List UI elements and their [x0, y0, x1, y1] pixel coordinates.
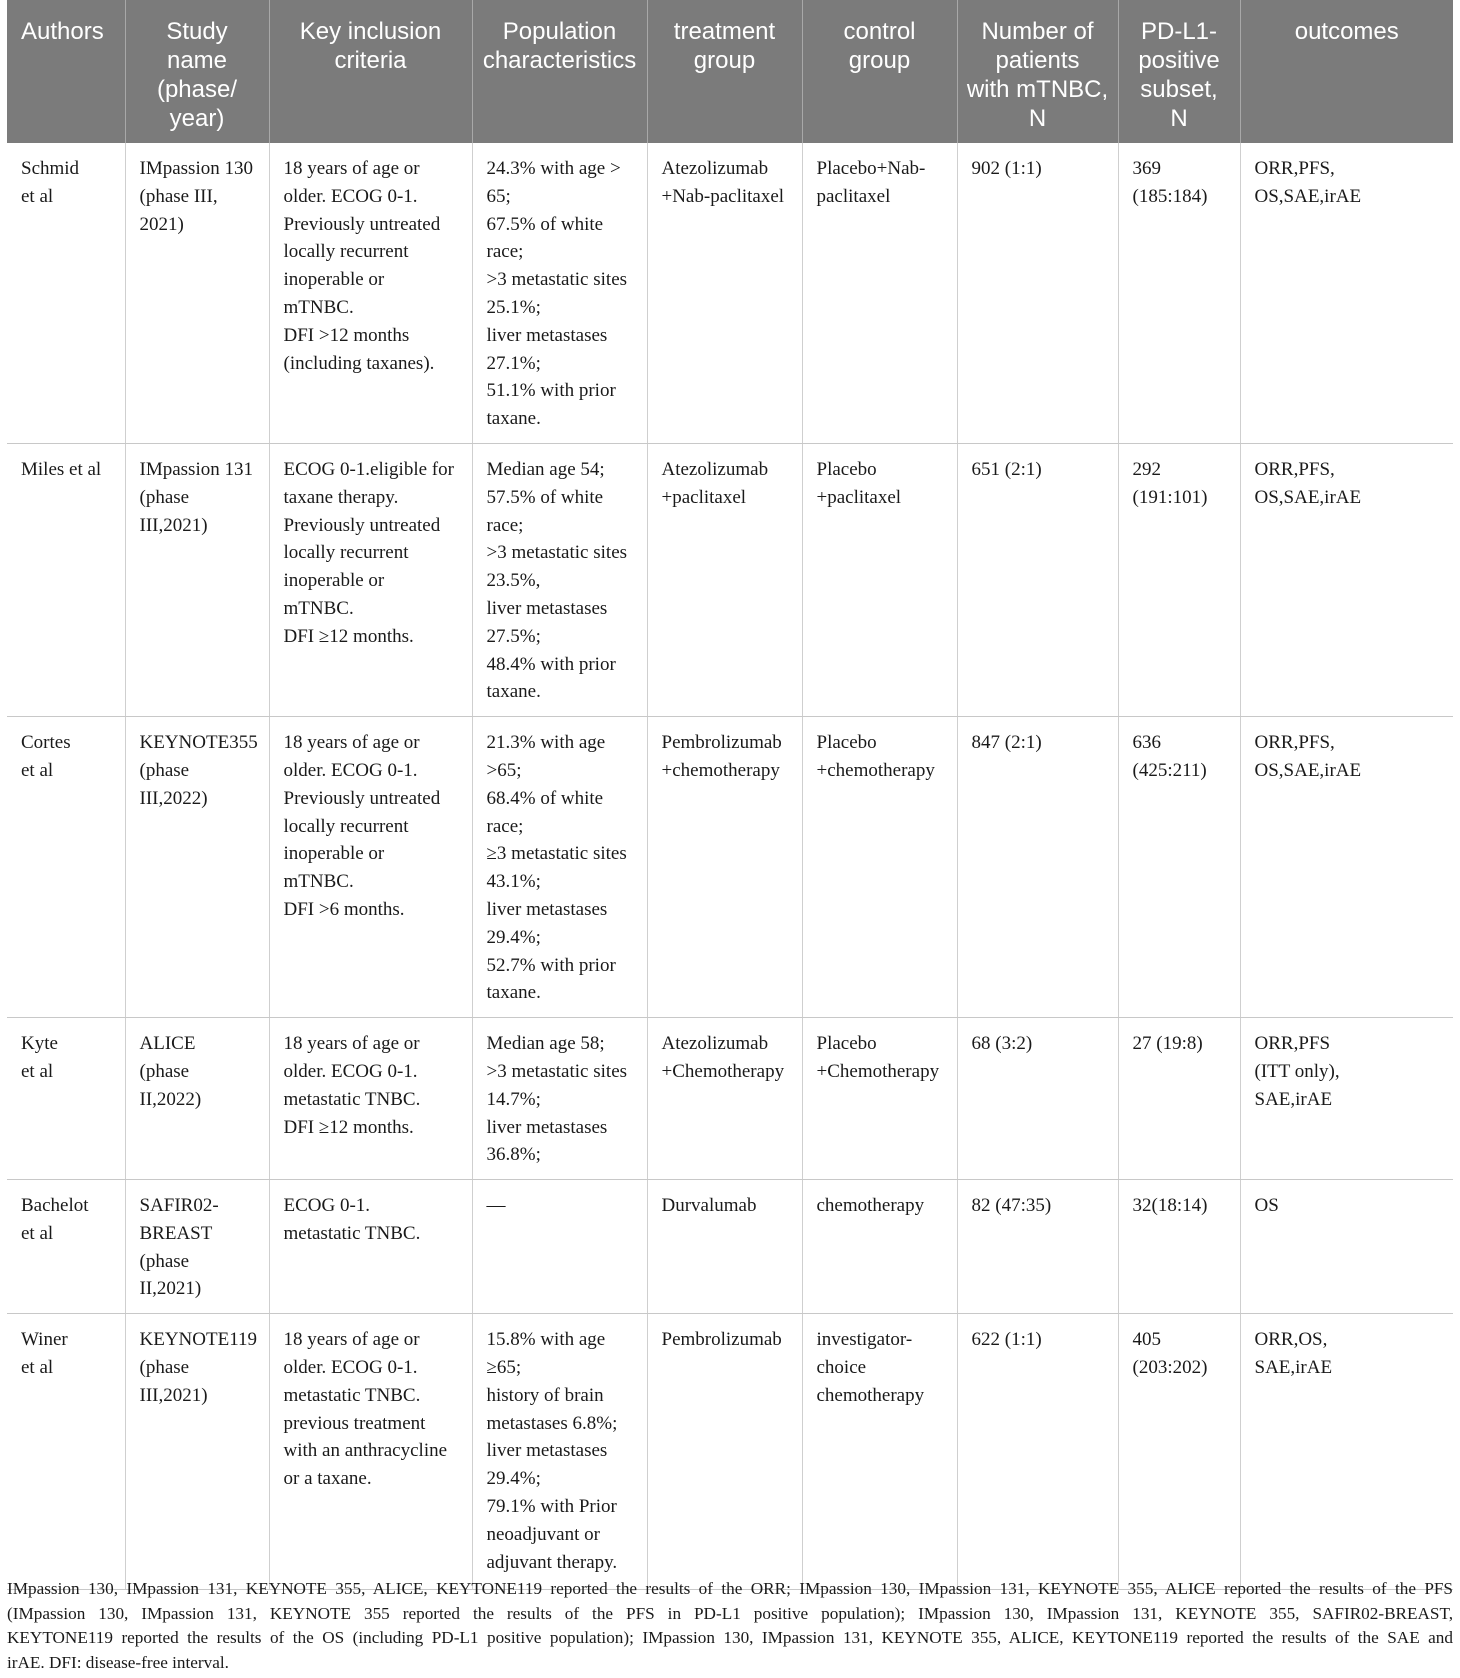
cell-line: +chemotherapy — [816, 759, 935, 781]
column-header-line: Number of — [981, 18, 1094, 45]
cell-line: (including taxanes). — [283, 352, 435, 374]
cell-line: 48.4% with prior — [486, 653, 616, 675]
cell-study — [125, 1314, 269, 1590]
cell-treatment — [647, 1180, 802, 1314]
cell-line: et al — [21, 759, 54, 781]
cell-line: DFI >12 months — [283, 324, 410, 346]
cell-line: +chemotherapy — [661, 759, 780, 781]
cell-line: chemotherapy — [816, 1195, 925, 1217]
column-header-line: patients — [995, 47, 1080, 74]
column-header-patients — [957, 0, 1118, 143]
cell-line: 51.1% with prior — [486, 380, 616, 402]
cell-patients — [957, 443, 1118, 716]
cell-line: 18 years of age or — [283, 1329, 420, 1351]
cell-line: DFI >6 months. — [283, 898, 405, 920]
cell-line: locally recurrent — [283, 815, 409, 837]
cell-line: et al — [21, 1060, 54, 1082]
cell-line: 369 — [1132, 158, 1161, 179]
cell-line: (phase III, — [139, 185, 218, 207]
cell-line: 18 years of age or — [283, 1033, 420, 1055]
cell-line: Atezolizumab — [661, 1033, 769, 1055]
cell-line: mTNBC. — [283, 296, 354, 318]
cell-line: adjuvant therapy. — [486, 1551, 618, 1573]
table-row — [7, 717, 1453, 1018]
cell-line: SAE,irAE — [1254, 1088, 1333, 1110]
cell-line: Placebo — [816, 1033, 877, 1055]
cell-line: taxane. — [486, 408, 541, 430]
cell-line: DFI ≥12 months. — [283, 625, 414, 647]
cell-line: metastatic TNBC. — [283, 1088, 421, 1110]
cell-line: liver metastases — [486, 1440, 608, 1462]
cell-line: (191:101) — [1132, 486, 1208, 508]
cell-line: KEYNOTE355 — [139, 732, 258, 754]
column-header-line: group — [848, 47, 911, 74]
table-row — [7, 1314, 1453, 1590]
cell-control — [802, 1180, 957, 1314]
cell-line: paclitaxel — [816, 185, 891, 207]
column-header-line: N — [1028, 105, 1047, 132]
cell-line: metastases 6.8%; — [486, 1412, 618, 1434]
footnote-line: IMpassion 130, IMpassion 131, KEYNOTE 355, ALICE, KEYTONE119 reported the results of the ORR; IMpassion 130, IMpassion 131, KEYNOTE 355, ALICE reported the results of the PFS — [7, 1579, 1453, 1598]
cell-line: (phase — [139, 1060, 190, 1082]
cell-line: 902 (1:1) — [971, 158, 1042, 179]
cell-inclusion — [269, 1018, 472, 1180]
column-header-treatment — [647, 0, 802, 143]
cell-line: 23.5%, — [486, 570, 541, 592]
cell-line: 847 (2:1) — [971, 732, 1042, 754]
column-header-line: PD-L1- — [1140, 18, 1218, 45]
cell-line: 27 (19:8) — [1132, 1033, 1203, 1055]
cell-line: ≥65; — [486, 1357, 522, 1379]
cell-line: Winer — [21, 1329, 68, 1351]
cell-treatment — [647, 717, 802, 1018]
cell-line: ORR,PFS, — [1254, 158, 1335, 179]
column-header-line: (phase/ — [156, 76, 238, 103]
column-header-line: treatment — [673, 18, 776, 45]
cell-line: 27.5%; — [486, 625, 541, 647]
study-characteristics-table-container — [7, 0, 1453, 1590]
cell-line: or a taxane. — [283, 1468, 372, 1490]
column-header-line: N — [1170, 105, 1188, 132]
column-header-line: subset, — [1140, 76, 1218, 103]
cell-line: Median age 58; — [486, 1033, 605, 1055]
cell-line: 292 — [1132, 458, 1161, 480]
cell-line: et al — [21, 1357, 54, 1379]
cell-line: Previously untreated — [283, 213, 441, 235]
cell-pdl1 — [1118, 1314, 1240, 1590]
cell-line: >65; — [486, 759, 522, 781]
cell-line: Placebo+Nab- — [816, 158, 926, 179]
cell-line: 36.8%; — [486, 1144, 541, 1166]
cell-line: >3 metastatic sites — [486, 542, 628, 564]
cell-population — [472, 1180, 647, 1314]
cell-study — [125, 443, 269, 716]
column-header-line: outcomes — [1294, 18, 1399, 45]
column-header-authors — [7, 0, 125, 143]
cell-line: liver metastases — [486, 324, 608, 346]
cell-line: II,2022) — [139, 1088, 202, 1110]
cell-line: OS,SAE,irAE — [1254, 486, 1362, 508]
cell-study — [125, 1018, 269, 1180]
cell-line: liver metastases — [486, 898, 608, 920]
cell-line: Previously untreated — [283, 787, 441, 809]
column-header-line: Study — [166, 18, 228, 45]
cell-line: 25.1%; — [486, 296, 541, 318]
cell-line: ORR,OS, — [1254, 1329, 1328, 1351]
footnote-line: KEYTONE119 reported the results of the OS (including PD-L1 positive population); IMpassion 130, IMpassion 131, KEYNOTE 355, ALICE, KEYTONE119 reported the results of the SAE and — [7, 1628, 1453, 1647]
cell-line: 68 (3:2) — [971, 1033, 1033, 1055]
cell-line: OS — [1254, 1195, 1279, 1217]
cell-line: IMpassion 130 — [139, 158, 253, 179]
cell-line: 15.8% with age — [486, 1329, 606, 1351]
cell-line: et al — [21, 1222, 54, 1244]
cell-line: Bachelot — [21, 1195, 89, 1217]
footnote-line: (IMpassion 130, IMpassion 131, KEYNOTE 355 reported the results of the PFS in PD-L1 positive population); IMpassion 130, IMpassion 131, KEYNOTE 355, SAFIR02-BREAST, — [7, 1603, 1453, 1623]
cell-study — [125, 717, 269, 1018]
cell-line: +paclitaxel — [816, 486, 902, 508]
cell-line: 57.5% of white — [486, 486, 604, 508]
cell-patients — [957, 1314, 1118, 1590]
cell-line: taxane therapy. — [283, 486, 399, 508]
cell-line: older. ECOG 0-1. — [283, 1357, 418, 1379]
column-header-line: control — [843, 18, 916, 45]
cell-line: 29.4%; — [486, 926, 541, 948]
cell-line: 27.1%; — [486, 352, 541, 374]
column-header-line: positive — [1138, 47, 1220, 74]
cell-inclusion — [269, 1314, 472, 1590]
cell-authors — [7, 1314, 125, 1590]
cell-line: Kyte — [21, 1033, 58, 1055]
cell-line: metastatic TNBC. — [283, 1384, 421, 1406]
cell-patients — [957, 1180, 1118, 1314]
cell-patients — [957, 143, 1118, 443]
column-header-study — [125, 0, 269, 143]
cell-line: ORR,PFS — [1254, 1033, 1331, 1055]
column-header-pdl1 — [1118, 0, 1240, 143]
cell-line: Atezolizumab — [661, 158, 769, 179]
column-header-line: name — [166, 47, 228, 74]
cell-line: ORR,PFS, — [1254, 458, 1335, 480]
cell-line: DFI ≥12 months. — [283, 1116, 414, 1138]
table-row — [7, 443, 1453, 716]
cell-line: +paclitaxel — [661, 486, 747, 508]
cell-line: IMpassion 131 — [139, 458, 253, 480]
cell-line: neoadjuvant or — [486, 1523, 600, 1545]
cell-line: OS,SAE,irAE — [1254, 185, 1362, 207]
cell-line: locally recurrent — [283, 542, 409, 564]
cell-line: with an anthracycline — [283, 1440, 448, 1462]
cell-control — [802, 1018, 957, 1180]
cell-study — [125, 1180, 269, 1314]
cell-line: 52.7% with prior — [486, 954, 616, 976]
cell-authors — [7, 143, 125, 443]
cell-line: ORR,PFS, — [1254, 732, 1335, 754]
cell-line: Schmid — [21, 158, 80, 179]
cell-line: Previously untreated — [283, 514, 441, 536]
cell-line: +Chemotherapy — [816, 1060, 940, 1082]
cell-population — [472, 443, 647, 716]
cell-line: II,2021) — [139, 1278, 202, 1300]
cell-line: 14.7%; — [486, 1088, 541, 1110]
cell-line: ECOG 0-1.eligible for — [283, 458, 454, 480]
cell-line: ECOG 0-1. — [283, 1195, 371, 1217]
cell-line: 18 years of age or — [283, 158, 420, 179]
cell-line: 622 (1:1) — [971, 1329, 1042, 1351]
cell-line: liver metastases — [486, 1116, 608, 1138]
cell-pdl1 — [1118, 143, 1240, 443]
cell-line: 24.3% with age > — [486, 158, 621, 179]
cell-line: inoperable or — [283, 269, 385, 291]
cell-line: Miles et al — [21, 458, 102, 480]
cell-line: ALICE — [139, 1033, 196, 1055]
cell-line: 82 (47:35) — [971, 1195, 1052, 1217]
cell-line: III,2022) — [139, 787, 208, 809]
cell-line: locally recurrent — [283, 241, 409, 263]
cell-outcomes — [1240, 1018, 1453, 1180]
cell-line: 79.1% with Prior — [486, 1496, 617, 1518]
table-row — [7, 1180, 1453, 1314]
cell-population — [472, 1018, 647, 1180]
cell-line: inoperable or — [283, 843, 385, 865]
cell-authors — [7, 717, 125, 1018]
cell-line: et al — [21, 185, 54, 207]
cell-pdl1 — [1118, 717, 1240, 1018]
cell-line: taxane. — [486, 681, 541, 703]
cell-treatment — [647, 143, 802, 443]
table-footnote — [7, 1577, 1453, 1675]
cell-line: +Chemotherapy — [661, 1060, 785, 1082]
cell-line: taxane. — [486, 982, 541, 1004]
cell-line: 67.5% of white — [486, 213, 604, 235]
cell-line: Pembrolizumab — [661, 732, 782, 754]
cell-line: race; — [486, 815, 524, 837]
cell-population — [472, 717, 647, 1018]
column-header-line: Population — [502, 18, 617, 45]
cell-line: Atezolizumab — [661, 458, 769, 480]
column-header-line: year) — [169, 105, 225, 132]
cell-line: investigator- — [816, 1329, 913, 1351]
cell-pdl1 — [1118, 1180, 1240, 1314]
cell-line: >3 metastatic sites — [486, 1060, 628, 1082]
cell-line: Pembrolizumab — [661, 1329, 782, 1351]
cell-line: 405 — [1132, 1329, 1161, 1351]
cell-line: KEYNOTE119 — [139, 1329, 257, 1351]
cell-line: older. ECOG 0-1. — [283, 1060, 418, 1082]
column-header-line: criteria — [334, 47, 407, 74]
cell-line: Median age 54; — [486, 458, 605, 480]
cell-authors — [7, 443, 125, 716]
cell-population — [472, 1314, 647, 1590]
cell-line: (ITT only), — [1254, 1060, 1340, 1082]
cell-patients — [957, 1018, 1118, 1180]
table-row — [7, 143, 1453, 443]
cell-patients — [957, 717, 1118, 1018]
cell-line: 18 years of age or — [283, 732, 420, 754]
cell-line: 2021) — [139, 213, 184, 235]
column-header-line: Key inclusion — [299, 18, 442, 45]
cell-line: SAE,irAE — [1254, 1357, 1333, 1379]
cell-line: inoperable or — [283, 570, 385, 592]
column-header-control — [802, 0, 957, 143]
cell-population — [472, 143, 647, 443]
cell-control — [802, 717, 957, 1018]
cell-line: SAFIR02- — [139, 1195, 219, 1217]
table-body — [7, 143, 1453, 1590]
column-header-inclusion — [269, 0, 472, 143]
cell-line: 29.4%; — [486, 1468, 541, 1490]
cell-line: Placebo — [816, 732, 877, 754]
cell-line: race; — [486, 514, 524, 536]
cell-pdl1 — [1118, 1018, 1240, 1180]
footnote-line: irAE. DFI: disease-free interval. — [7, 1652, 229, 1672]
cell-line: Placebo — [816, 458, 877, 480]
study-characteristics-table — [7, 0, 1453, 1590]
cell-line: 65; — [486, 185, 511, 207]
column-header-line: with mTNBC, — [966, 76, 1109, 103]
cell-treatment — [647, 1314, 802, 1590]
cell-line: (203:202) — [1132, 1357, 1208, 1379]
cell-line: 651 (2:1) — [971, 458, 1042, 480]
cell-line: older. ECOG 0-1. — [283, 185, 418, 207]
cell-line: +Nab-paclitaxel — [661, 185, 785, 207]
cell-outcomes — [1240, 1180, 1453, 1314]
cell-inclusion — [269, 143, 472, 443]
cell-study — [125, 143, 269, 443]
column-header-outcomes — [1240, 0, 1453, 143]
cell-line: ≥3 metastatic sites — [486, 843, 627, 865]
column-header-line: Authors — [21, 18, 104, 45]
cell-treatment — [647, 443, 802, 716]
column-header-line: group — [693, 47, 756, 74]
cell-line: OS,SAE,irAE — [1254, 759, 1362, 781]
cell-line: 636 — [1132, 732, 1161, 754]
cell-inclusion — [269, 717, 472, 1018]
cell-line: 68.4% of white — [486, 787, 604, 809]
cell-line: 21.3% with age — [486, 732, 606, 754]
cell-line: III,2021) — [139, 514, 208, 536]
cell-line: — — [486, 1195, 506, 1217]
column-header-line: characteristics — [482, 47, 637, 74]
cell-line: >3 metastatic sites — [486, 269, 628, 291]
cell-line: (185:184) — [1132, 185, 1208, 207]
cell-outcomes — [1240, 1314, 1453, 1590]
cell-line: (425:211) — [1132, 759, 1207, 781]
cell-line: (phase — [139, 486, 190, 508]
cell-line: older. ECOG 0-1. — [283, 759, 418, 781]
cell-line: mTNBC. — [283, 871, 354, 893]
cell-authors — [7, 1180, 125, 1314]
cell-line: race; — [486, 241, 524, 263]
cell-control — [802, 1314, 957, 1590]
cell-line: (phase — [139, 1250, 190, 1272]
cell-line: III,2021) — [139, 1384, 208, 1406]
table-row — [7, 1018, 1453, 1180]
cell-inclusion — [269, 1180, 472, 1314]
cell-authors — [7, 1018, 125, 1180]
cell-line: liver metastases — [486, 597, 608, 619]
cell-treatment — [647, 1018, 802, 1180]
column-header-population — [472, 0, 647, 143]
cell-line: chemotherapy — [816, 1384, 925, 1406]
cell-line: 43.1%; — [486, 871, 541, 893]
cell-inclusion — [269, 443, 472, 716]
cell-control — [802, 143, 957, 443]
cell-line: (phase — [139, 1357, 190, 1379]
cell-pdl1 — [1118, 443, 1240, 716]
cell-line: previous treatment — [283, 1412, 426, 1434]
cell-line: 32(18:14) — [1132, 1195, 1208, 1217]
cell-line: Durvalumab — [661, 1195, 757, 1217]
cell-line: metastatic TNBC. — [283, 1222, 421, 1244]
cell-line: (phase — [139, 759, 190, 781]
cell-line: mTNBC. — [283, 597, 354, 619]
cell-line: history of brain — [486, 1384, 604, 1406]
table-header-row — [7, 0, 1453, 143]
cell-line: BREAST — [139, 1222, 213, 1244]
cell-outcomes — [1240, 143, 1453, 443]
cell-line: Cortes — [21, 732, 71, 754]
cell-line: choice — [816, 1357, 867, 1379]
cell-outcomes — [1240, 443, 1453, 716]
cell-control — [802, 443, 957, 716]
cell-outcomes — [1240, 717, 1453, 1018]
